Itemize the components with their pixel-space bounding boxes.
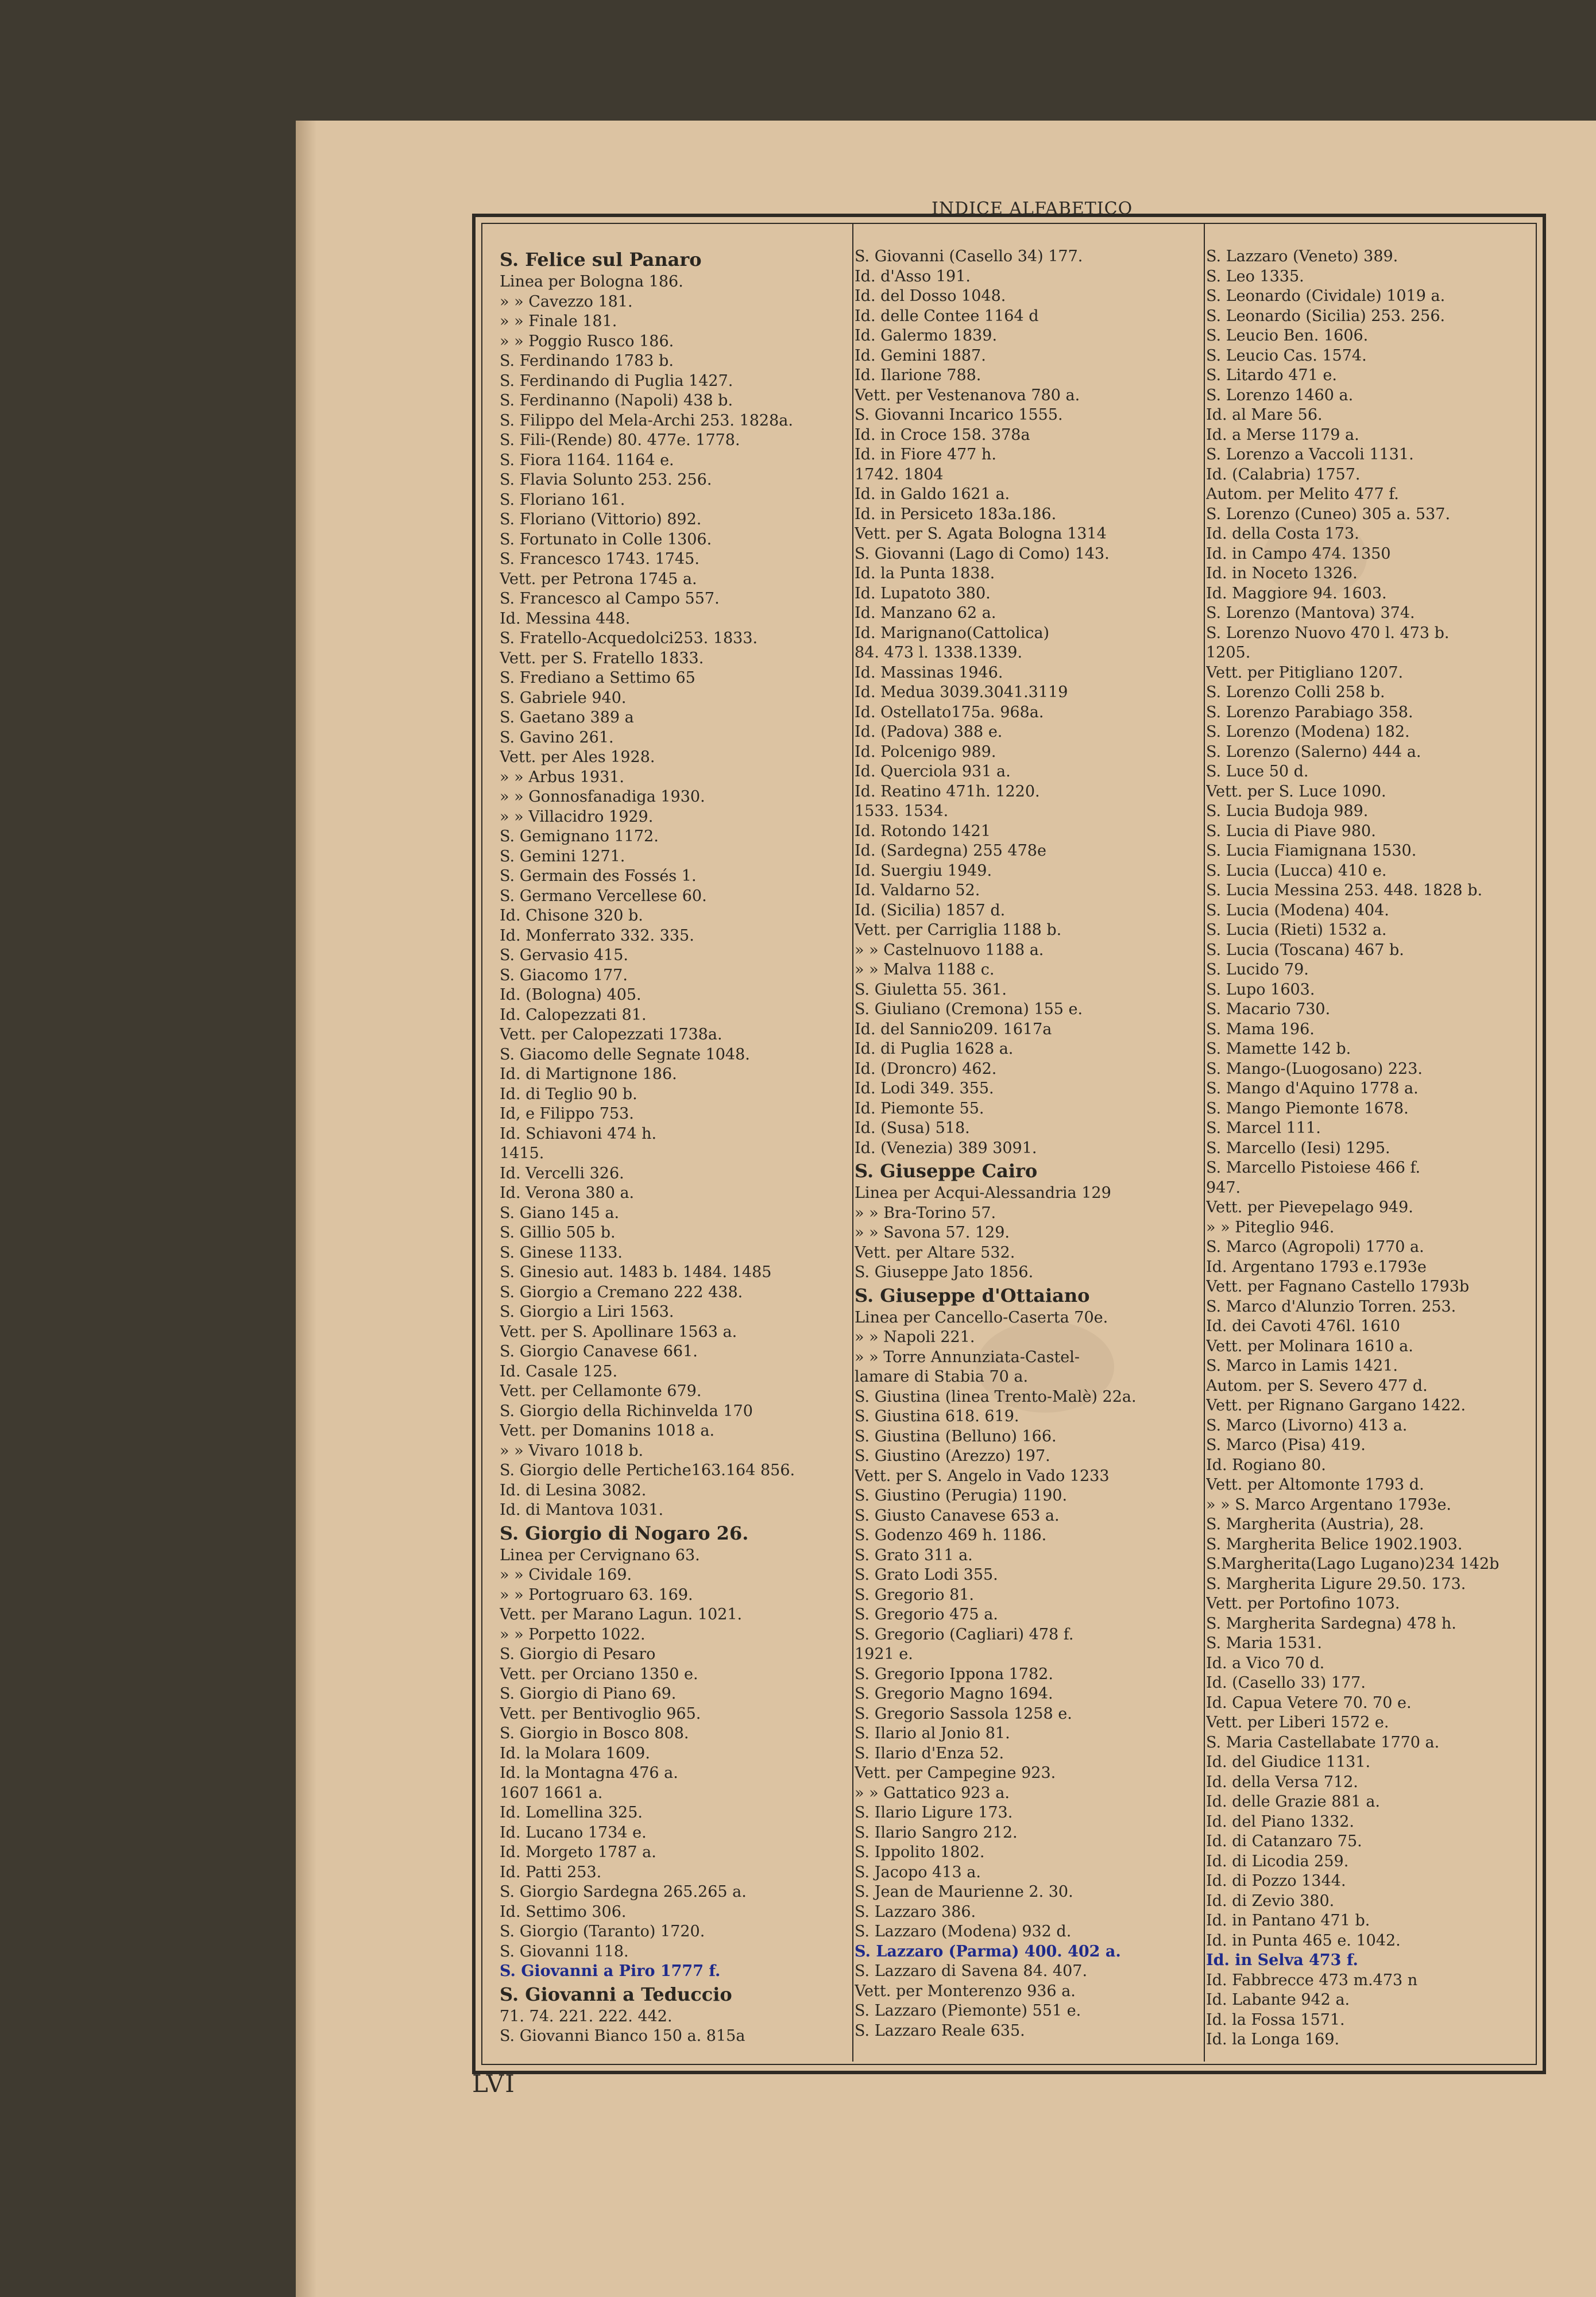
index-entry: Linea per Bologna 186. [500,273,683,291]
index-entry: Vett. per Portofino 1073. [1206,1595,1400,1612]
index-entry: » » Cavezzo 181. [500,292,633,311]
index-entry: Id. a Vico 70 d. [1206,1654,1325,1672]
index-entry: S. Germain des Fossés 1. [500,867,697,885]
index-entry: Id. Polcenigo 989. [855,743,996,761]
index-entry: Id, e Filippo 753. [500,1105,634,1123]
index-entry: 1742. 1804 [855,465,944,484]
index-entry: 947. [1206,1178,1241,1197]
index-entry: S. Lucido 79. [1206,961,1309,979]
index-entry: Id. (Casello 33) 177. [1206,1674,1366,1692]
page-number: LVI [472,2070,516,2098]
index-entry: Autom. per Melito 477 f. [1206,485,1399,503]
index-entry: Id. a Merse 1179 a. [1206,426,1359,444]
index-entry: S. Giustino (Perugia) 1190. [855,1487,1068,1505]
index-entry: S. Floriano 161. [500,490,625,509]
index-entry: S. Giustina (linea Trento-Malè) 22a. [855,1387,1137,1406]
index-entry: S. Giorgio delle Pertiche163.164 856. [500,1461,795,1479]
index-entry: Id. Querciola 931 a. [855,763,1011,780]
index-entry: S. Lorenzo Colli 258 b. [1206,683,1385,701]
index-entry: S. Giuletta 55. 361. [855,980,1007,999]
index-entry: S. Giuseppe Jato 1856. [855,1263,1034,1281]
index-entry: S. Mango-(Luogosano) 223. [1206,1059,1423,1078]
index-heading: S. Giuseppe d'Ottaiano [855,1284,1090,1306]
index-entry: S. Lorenzo 1460 a. [1206,386,1354,404]
index-entry: S. Giovanni (Lago di Como) 143. [855,544,1110,563]
index-entry: S.Margherita(Lago Lugano)234 142b [1206,1555,1500,1573]
index-column-3 [1206,247,1533,2067]
index-entry: S. Godenzo 469 h. 1186. [855,1526,1047,1544]
index-entry: S. Lupo 1603. [1206,980,1315,999]
page-fold-shadow [296,121,316,2297]
index-entry: Vett. per S. Apollinare 1563 a. [500,1322,737,1341]
index-entry: S. Ilario Ligure 173. [855,1804,1013,1822]
index-entry: S. Gillio 505 b. [500,1224,616,1242]
index-entry: Id. (Calabria) 1757. [1206,465,1361,484]
index-entry: Id. Gemini 1887. [855,346,986,365]
index-entry: S. Marcel 111. [1206,1119,1321,1137]
index-entry: S. Giorgio di Pesaro [500,1645,656,1663]
index-entry: Id. Rogiano 80. [1206,1456,1326,1474]
index-entry: Id. dei Cavoti 476l. 1610 [1206,1317,1400,1335]
index-entry: Id. Massinas 1946. [855,663,1003,682]
index-entry: Linea per Acqui-Alessandria 129 [855,1184,1111,1202]
index-heading: S. Giorgio di Nogaro 26. [500,1522,749,1544]
index-entry: Id. di Zevio 380. [1206,1892,1335,1910]
index-entry: S. Giovanni 118. [500,1942,629,1960]
index-entry: S. Fili-(Rende) 80. 477e. 1778. [500,431,740,449]
index-entry: Id. in Selva 473 f. [1206,1951,1358,1969]
index-entry: S. Giuliano (Cremona) 155 e. [855,1000,1083,1018]
index-entry: S. Giacomo 177. [500,966,628,984]
index-entry: S. Lucia Fiamignana 1530. [1206,842,1417,860]
index-entry: S. Lazzaro (Veneto) 389. [1206,248,1398,265]
index-entry: » » S. Marco Argentano 1793e. [1206,1495,1452,1514]
index-entry: Id. Piemonte 55. [855,1099,984,1117]
index-column-1 [500,247,853,2067]
index-entry: Id. Lupatoto 380. [855,584,991,602]
index-entry: S. Mamette 142 b. [1206,1040,1351,1058]
index-entry: Id. in Punta 465 e. 1042. [1206,1931,1401,1950]
index-entry: Id. delle Grazie 881 a. [1206,1793,1380,1811]
index-entry: S. Lucia (Rieti) 1532 a. [1206,921,1387,939]
index-entry: Id. Verona 380 a. [500,1184,635,1202]
index-entry: S. Ilario Sangro 212. [855,1823,1018,1842]
index-entry: » » Savona 57. 129. [855,1224,1010,1242]
index-entry: 1921 e. [855,1645,913,1663]
index-entry: S. Giorgio della Richinvelda 170 [500,1402,753,1420]
index-entry: S. Lucia Budoja 989. [1206,802,1369,820]
index-entry: Id. Rotondo 1421 [855,822,991,840]
index-entry: S. Ferdinando di Puglia 1427. [500,372,733,390]
index-entry: Vett. per Altare 532. [855,1243,1015,1262]
index-entry: S. Gervasio 415. [500,946,628,964]
index-entry: S. Giano 145 a. [500,1204,620,1222]
index-entry: » » Poggio Rusco 186. [500,332,674,350]
index-entry: S. Grato Lodi 355. [855,1566,998,1584]
index-entry: Id. la Longa 169. [1206,2031,1340,2048]
index-entry: Id. di Pozzo 1344. [1206,1872,1346,1890]
index-entry: S. Lorenzo a Vaccoli 1131. [1206,446,1414,463]
index-entry: S. Giusto Canavese 653 a. [855,1506,1060,1525]
index-entry: S. Jacopo 413 a. [855,1863,981,1881]
index-entry: S. Giustina 618. 619. [855,1407,1019,1425]
index-entry: » » Napoli 221. [855,1328,975,1346]
index-entry: S. Gavino 261. [500,728,614,747]
index-entry: S. Ferdinanno (Napoli) 438 b. [500,392,733,409]
index-entry: S. Giustina (Belluno) 166. [855,1427,1057,1445]
index-entry: lamare di Stabia 70 a. [855,1368,1029,1386]
index-entry: S. Grato 311 a. [855,1546,973,1564]
index-entry: S. Litardo 471 e. [1206,366,1337,384]
index-entry: S. Marco in Lamis 1421. [1206,1357,1398,1375]
index-entry: Linea per Cervignano 63. [500,1546,700,1564]
index-entry: S. Marcello Pistoiese 466 f. [1206,1159,1421,1177]
index-entry: S. Ferdinando 1783 b. [500,352,674,370]
index-entry: S. Lazzaro 386. [855,1902,976,1921]
index-entry: S. Margherita Ligure 29.50. 173. [1206,1575,1466,1593]
index-heading: S. Giuseppe Cairo [855,1160,1038,1182]
index-entry: S. Ippolito 1802. [855,1843,985,1861]
index-entry: S. Lucia di Piave 980. [1206,822,1376,840]
index-entry: Linea per Cancello-Caserta 70e. [855,1308,1108,1327]
index-entry: Id. di Puglia 1628 a. [855,1040,1014,1058]
index-entry: S. Giustino (Arezzo) 197. [855,1447,1050,1465]
index-entry: Id. Ilarione 788. [855,366,981,384]
index-entry: Id. in Fiore 477 h. [855,446,996,463]
index-entry: S. Leucio Cas. 1574. [1206,346,1367,365]
index-entry: Vett. per S. Agata Bologna 1314 [855,525,1107,543]
index-entry: Id. Galermo 1839. [855,327,998,345]
index-entry: S. Gregorio (Cagliari) 478 f. [855,1625,1074,1644]
index-entry: Id. di Martignone 186. [500,1065,677,1083]
index-heading: S. Giovanni a Teduccio [500,1983,732,2005]
index-entry: » » Villacidro 1929. [500,807,654,826]
index-entry: S. Giorgio a Cremano 222 438. [500,1283,743,1301]
index-entry: Vett. per Rignano Gargano 1422. [1206,1397,1466,1414]
index-entry: Vett. per Petrona 1745 a. [500,570,697,588]
index-entry: » » Malva 1188 c. [855,961,995,979]
index-entry: S. Lorenzo Parabiago 358. [1206,703,1413,721]
index-entry: Id. Suergiu 1949. [855,861,992,880]
index-entry: Id. di Lesina 3082. [500,1481,647,1499]
index-entry: Id. (Venezia) 389 3091. [855,1139,1037,1157]
index-entry: Vett. per S. Fratello 1833. [500,649,704,667]
index-entry: S. Lazzaro (Piemonte) 551 e. [855,2002,1081,2020]
index-entry: S. Leucio Ben. 1606. [1206,327,1369,345]
index-entry: S. Germano Vercellese 60. [500,887,707,905]
index-entry: S. Lucia Messina 253. 448. 1828 b. [1206,881,1483,899]
index-entry: S. Lazzaro (Parma) 400. 402 a. [855,1942,1121,1960]
index-entry: » » Gattatico 923 a. [855,1784,1010,1802]
index-entry: Id. Schiavoni 474 h. [500,1124,657,1143]
index-entry: Id. la Fossa 1571. [1206,2010,1345,2029]
index-entry: S. Leonardo (Cividale) 1019 a. [1206,287,1446,305]
index-entry: Id. d'Asso 191. [855,267,971,285]
index-entry: Vett. per Fagnano Castello 1793b [1206,1278,1470,1296]
index-entry: Vett. per Orciano 1350 e. [500,1665,698,1683]
index-entry: S. Margherita Belice 1902.1903. [1206,1535,1463,1553]
index-entry: Vett. per Ales 1928. [500,748,655,766]
index-entry: S. Lucia (Toscana) 467 b. [1206,941,1404,959]
index-entry: Vett. per Domanins 1018 a. [500,1422,715,1440]
index-entry: Id. in Pantano 471 b. [1206,1912,1370,1929]
index-entry: Id. Messina 448. [500,609,631,628]
index-entry: Id. Labante 942 a. [1206,1991,1350,2009]
index-entry: 1205. [1206,644,1251,662]
index-entry: S. Gregorio 81. [855,1586,975,1604]
index-entry: S. Gemini 1271. [500,847,625,865]
index-entry: S. Mango d'Aquino 1778 a. [1206,1080,1419,1097]
index-entry: S. Gaetano 389 a [500,709,634,726]
index-column-2 [855,247,1205,2067]
page-header: INDICE ALFABETICO [932,199,1133,219]
index-entry: S. Giacomo delle Segnate 1048. [500,1045,750,1064]
index-entry: S. Gregorio Magno 1694. [855,1685,1053,1703]
index-entry: S. Lucia (Modena) 404. [1206,901,1389,919]
index-entry: S. Giorgio (Taranto) 1720. [500,1923,705,1940]
index-entry: Id. Casale 125. [500,1362,618,1380]
index-entry: Id. di Catanzaro 75. [1206,1832,1362,1850]
index-entry: Id. (Bologna) 405. [500,986,642,1004]
index-entry: S. Giorgio Canavese 661. [500,1343,698,1360]
index-entry: S. Lorenzo (Mantova) 374. [1206,604,1415,622]
index-entry: S. Francesco 1743. 1745. [500,550,700,568]
index-entry: 1533. 1534. [855,802,949,820]
index-entry: Id. in Croce 158. 378a [855,426,1030,444]
index-entry: S. Ginese 1133. [500,1243,623,1262]
index-entry: » » Porpetto 1022. [500,1625,646,1644]
index-entry: S. Gabriele 940. [500,689,627,707]
index-entry: Vett. per Vestenanova 780 a. [855,386,1080,404]
index-entry: Id. Vercelli 326. [500,1164,624,1182]
index-entry: Autom. per S. Severo 477 d. [1206,1376,1428,1395]
index-entry: Id. Maggiore 94. 1603. [1206,584,1387,602]
index-entry: S. Leonardo (Sicilia) 253. 256. [1206,307,1446,325]
index-entry: S. Gregorio Ippona 1782. [855,1665,1053,1683]
index-entry: Vett. per Pievepelago 949. [1206,1198,1413,1216]
index-entry: S. Floriano (Vittorio) 892. [500,511,702,528]
index-entry: Id. Medua 3039.3041.3119 [855,683,1068,701]
index-entry: Id. Morgeto 1787 a. [500,1843,656,1861]
index-entry: S. Lucia (Lucca) 410 e. [1206,861,1387,880]
index-entry: S. Giorgio a Liri 1563. [500,1303,674,1321]
index-entry: S. Gregorio 475 a. [855,1606,998,1623]
index-entry: Id. Argentano 1793 e.1793e [1206,1258,1427,1276]
index-entry: S. Leo 1335. [1206,267,1304,285]
index-entry: Vett. per Molinara 1610 a. [1206,1337,1413,1355]
index-entry: Vett. per S. Angelo in Vado 1233 [855,1467,1110,1485]
index-entry: S. Ilario al Jonio 81. [855,1724,1010,1742]
index-entry: S. Maria Castellabate 1770 a. [1206,1733,1440,1751]
index-entry: Id. di Mantova 1031. [500,1501,664,1519]
index-entry: S. Marcello (Iesi) 1295. [1206,1139,1390,1157]
index-entry: Id. Lucano 1734 e. [500,1823,647,1842]
index-entry: S. Lorenzo Nuovo 470 l. 473 b. [1206,624,1450,642]
index-entry: Vett. per Carriglia 1188 b. [855,921,1062,939]
index-entry: 71. 74. 221. 222. 442. [500,2007,673,2025]
index-entry: S. Margherita (Austria), 28. [1206,1515,1424,1533]
index-entry: S. Fiora 1164. 1164 e. [500,451,674,469]
index-entry: Id. al Mare 56. [1206,406,1323,424]
index-entry: Vett. per Marano Lagun. 1021. [500,1606,743,1623]
index-entry: S. Maria 1531. [1206,1634,1322,1652]
index-entry: Id. Chisone 320 b. [500,907,643,925]
index-entry: Id. la Montagna 476 a. [500,1764,678,1782]
index-entry: S. Marco d'Alunzio Torren. 253. [1206,1297,1456,1316]
index-entry: Id. (Sardegna) 255 478e [855,842,1046,860]
index-entry: S. Frediano a Settimo 65 [500,669,695,687]
index-entry: S. Francesco al Campo 557. [500,590,720,608]
index-entry: » » Torre Annunziata-Castel- [855,1348,1080,1366]
index-entry: Id. Patti 253. [500,1863,602,1881]
index-entry: Id. del Dosso 1048. [855,287,1006,305]
index-entry: S. Flavia Solunto 253. 256. [500,471,712,489]
index-entry: Id. in Noceto 1326. [1206,564,1358,582]
index-entry: Id. (Sicilia) 1857 d. [855,901,1006,919]
index-entry: Vett. per S. Luce 1090. [1206,782,1386,801]
index-entry: S. Giorgio in Bosco 808. [500,1724,689,1742]
index-entry: S. Fratello-Acquedolci253. 1833. [500,629,758,647]
index-entry: S. Lazzaro di Savena 84. 407. [855,1962,1088,1980]
index-entry: Vett. per Bentivoglio 965. [500,1704,701,1723]
index-entry: » » Portogruaro 63. 169. [500,1586,693,1604]
index-entry: Id. di Licodia 259. [1206,1852,1349,1870]
index-entry: Id. (Droncro) 462. [855,1059,997,1078]
index-entry: S. Ginesio aut. 1483 b. 1484. 1485 [500,1263,772,1281]
index-entry: S. Gemignano 1172. [500,827,659,845]
index-entry: Id. Reatino 471h. 1220. [855,782,1040,801]
index-entry: S. Giovanni a Piro 1777 f. [500,1962,721,1980]
index-entry: S. Mama 196. [1206,1020,1315,1038]
index-entry: S. Ilario d'Enza 52. [855,1744,1004,1762]
index-entry: Vett. per Calopezzati 1738a. [500,1026,722,1043]
index-entry: » » Finale 181. [500,312,617,330]
index-entry: S. Marco (Pisa) 419. [1206,1436,1366,1454]
index-entry: Id. Marignano(Cattolica) [855,624,1050,642]
index-entry: Id. del Piano 1332. [1206,1812,1355,1831]
index-entry: Id. Lodi 349. 355. [855,1080,994,1097]
index-entry: Id. Capua Vetere 70. 70 e. [1206,1693,1412,1712]
index-entry: Id. Valdarno 52. [855,881,980,899]
index-entry: 84. 473 l. 1338.1339. [855,644,1023,662]
index-entry: Id. Lomellina 325. [500,1804,643,1822]
index-entry: Id. del Sannio209. 1617a [855,1020,1052,1038]
index-entry: Id. la Molara 1609. [500,1744,650,1762]
index-entry: S. Giovanni Bianco 150 a. 815a [500,2027,745,2045]
index-entry: Id. Settimo 306. [500,1902,627,1921]
index-entry: S. Lorenzo (Cuneo) 305 a. 537. [1206,505,1451,523]
index-entry: S. Lorenzo (Salerno) 444 a. [1206,743,1421,761]
index-entry: Id. Manzano 62 a. [855,604,996,622]
index-entry: S. Luce 50 d. [1206,763,1309,780]
index-entry: Id. delle Contee 1164 d [855,307,1039,325]
index-entry: Vett. per Altomonte 1793 d. [1206,1476,1424,1494]
index-entry: Id. (Susa) 518. [855,1119,970,1137]
index-entry: Vett. per Liberi 1572 e. [1206,1714,1389,1731]
index-entry: S. Lazzaro (Modena) 932 d. [855,1923,1072,1940]
index-entry: » » Cividale 169. [500,1566,632,1584]
index-entry: Id. la Punta 1838. [855,564,995,582]
index-entry: Id. del Giudice 1131. [1206,1753,1371,1771]
index-entry: Id. della Costa 173. [1206,525,1359,543]
index-entry: » » Gonnosfanadiga 1930. [500,788,705,806]
index-entry: Vett. per Campegine 923. [855,1764,1056,1782]
index-entry: Id. Ostellato175a. 968a. [855,703,1044,721]
index-entry: S. Giovanni (Casello 34) 177. [855,248,1083,265]
index-entry: Id. di Teglio 90 b. [500,1085,637,1103]
index-entry: » » Arbus 1931. [500,768,625,786]
index-entry: S. Lorenzo (Modena) 182. [1206,723,1410,741]
index-entry: S. Fortunato in Colle 1306. [500,530,712,548]
index-entry: S. Marco (Agropoli) 1770 a. [1206,1238,1424,1256]
index-entry: » » Bra-Torino 57. [855,1204,996,1222]
index-entry: S. Margherita Sardegna) 478 h. [1206,1614,1456,1633]
index-entry: S. Filippo del Mela-Archi 253. 1828a. [500,411,793,430]
index-entry: S. Giovanni Incarico 1555. [855,406,1063,424]
index-entry: S. Jean de Maurienne 2. 30. [855,1883,1073,1901]
index-entry: Id. in Galdo 1621 a. [855,485,1010,503]
index-entry: Id. (Padova) 388 e. [855,723,1003,741]
index-entry: Id. in Campo 474. 1350 [1206,544,1391,563]
index-entry: Vett. per Monterenzo 936 a. [855,1982,1076,2000]
index-entry: S. Macario 730. [1206,1000,1331,1018]
index-entry: S. Giorgio di Piano 69. [500,1685,677,1703]
index-entry: Id. in Persiceto 183a.186. [855,505,1057,523]
index-entry: » » Vivaro 1018 b. [500,1441,644,1460]
index-entry: S. Mango Piemonte 1678. [1206,1099,1409,1117]
index-entry: Id. Calopezzati 81. [500,1006,647,1024]
index-entry: » » Piteglio 946. [1206,1218,1335,1236]
index-entry: Vett. per Cellamonte 679. [500,1382,702,1400]
index-entry: S. Giorgio Sardegna 265.265 a. [500,1883,747,1901]
index-entry: S. Marco (Livorno) 413 a. [1206,1416,1408,1434]
index-entry: 1607 1661 a. [500,1784,603,1802]
index-entry: » » Castelnuovo 1188 a. [855,941,1044,959]
index-entry: S. Lazzaro Reale 635. [855,2021,1025,2040]
index-entry: Id. Monferrato 332. 335. [500,926,694,945]
index-entry: Id. Fabbrecce 473 m.473 n [1206,1971,1418,1989]
index-entry: Vett. per Pitigliano 1207. [1206,663,1404,682]
index-heading: S. Felice sul Panaro [500,249,702,270]
index-entry: Id. della Versa 712. [1206,1773,1358,1791]
index-entry: S. Gregorio Sassola 1258 e. [855,1704,1072,1723]
index-entry: 1415. [500,1144,544,1162]
